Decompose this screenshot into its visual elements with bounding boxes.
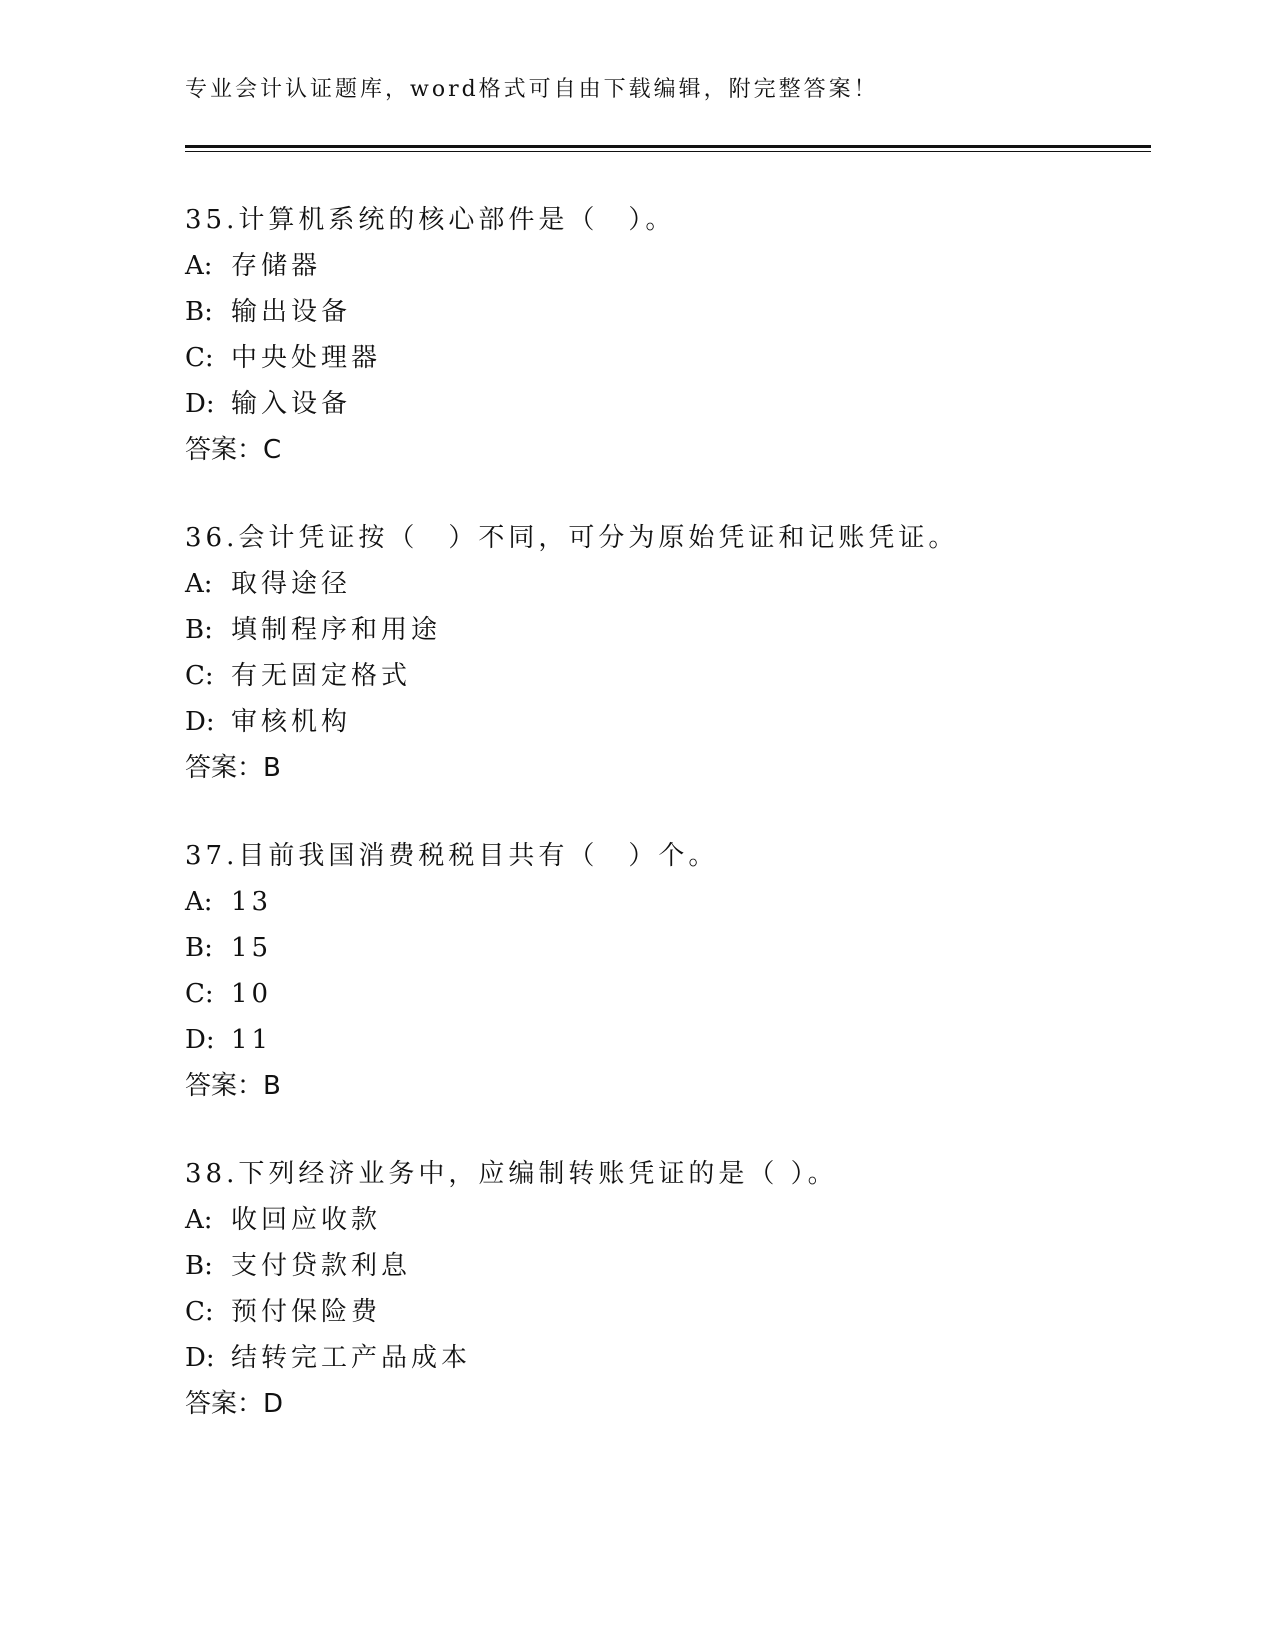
option-key: B: [185, 297, 213, 327]
option-c [185, 1289, 1151, 1335]
question-block [185, 833, 1151, 1109]
option-text: 取得途径 [231, 569, 352, 599]
option-text: 收回应收款 [231, 1205, 382, 1235]
option-key: D: [185, 1025, 215, 1055]
option-text: 存储器 [231, 251, 322, 281]
option-key: C: [185, 1297, 214, 1327]
option-key: A: [185, 251, 213, 281]
question-block [185, 1151, 1151, 1427]
option-text: 13 [231, 887, 273, 917]
option-key: B: [185, 1251, 213, 1281]
option-text: 结转完工产品成本 [231, 1343, 472, 1373]
option-key: C: [185, 661, 214, 691]
option-b [185, 607, 1151, 653]
answer-line: 答案：D [185, 1389, 284, 1419]
header-rule-thick [185, 145, 1151, 148]
option-text: 有无固定格式 [231, 661, 412, 691]
option-b [185, 289, 1151, 335]
option-key: A: [185, 569, 213, 599]
option-text: 预付保险费 [231, 1297, 382, 1327]
option-c [185, 335, 1151, 381]
answer-line: 答案：B [185, 1071, 281, 1101]
option-text: 11 [231, 1025, 273, 1055]
question-stem: 36.会计凭证按（ ）不同，可分为原始凭证和记账凭证。 [185, 523, 959, 553]
option-key: A: [185, 887, 213, 917]
option-text: 审核机构 [231, 707, 352, 737]
option-text: 填制程序和用途 [231, 615, 442, 645]
option-text: 中央处理器 [231, 343, 382, 373]
option-key: C: [185, 979, 214, 1009]
option-key: B: [185, 933, 213, 963]
answer-line: 答案：C [185, 435, 282, 465]
option-a [185, 1197, 1151, 1243]
question-stem: 35.计算机系统的核心部件是（ ）。 [185, 205, 676, 235]
option-c [185, 971, 1151, 1017]
option-key: C: [185, 343, 214, 373]
question-stem: 37.目前我国消费税税目共有（ ）个。 [185, 841, 719, 871]
option-key: D: [185, 1343, 215, 1373]
question-block [185, 515, 1151, 791]
header-rule-thin [185, 151, 1151, 152]
option-text: 支付贷款利息 [231, 1251, 412, 1281]
option-a [185, 243, 1151, 289]
option-key: D: [185, 707, 215, 737]
option-b [185, 1243, 1151, 1289]
option-a [185, 879, 1151, 925]
option-text: 10 [231, 979, 273, 1009]
option-key: A: [185, 1205, 213, 1235]
option-d [185, 381, 1151, 427]
option-text: 15 [231, 933, 273, 963]
question-block [185, 197, 1151, 473]
option-key: D: [185, 389, 215, 419]
option-b [185, 925, 1151, 971]
option-text: 输出设备 [231, 297, 352, 327]
question-stem: 38.下列经济业务中，应编制转账凭证的是（ ）。 [185, 1159, 838, 1189]
option-text: 输入设备 [231, 389, 352, 419]
option-key: B: [185, 615, 213, 645]
option-d [185, 699, 1151, 745]
option-c [185, 653, 1151, 699]
answer-line: 答案：B [185, 753, 281, 783]
option-d [185, 1017, 1151, 1063]
option-a [185, 561, 1151, 607]
page-header: 专业会计认证题库，word格式可自由下载编辑，附完整答案！ [185, 77, 879, 102]
option-d [185, 1335, 1151, 1381]
